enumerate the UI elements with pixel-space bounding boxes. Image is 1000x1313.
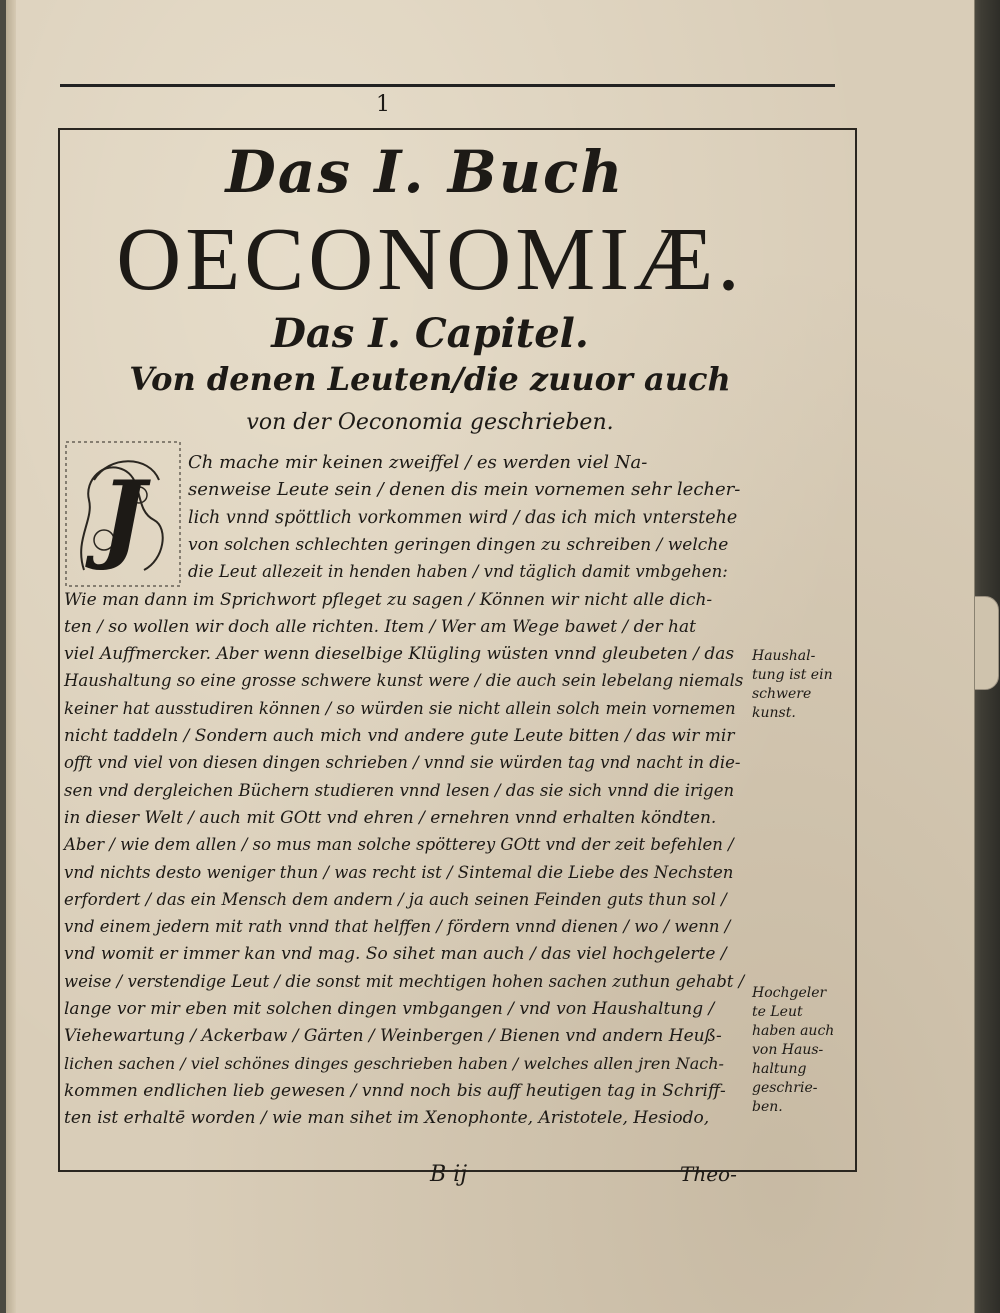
body-line: sen vnd dergleichen Büchern studieren vnnd lesen / das sie sich vnnd die irigen (64, 780, 735, 800)
drop-cap-letter: J (100, 460, 146, 573)
margin-note-line: tung ist ein (752, 667, 833, 683)
body-line: senweise Leute sein / denen dis mein vornemen sehr lecher- (188, 479, 741, 501)
body-line: offt vnd viel von diesen dingen schrieben / vnnd sie würden tag vnd nacht in die- (64, 753, 741, 773)
body-line: nicht taddeln / Sondern auch mich vnd andere gute Leute bitten / das wir mir (64, 726, 735, 746)
body-line: in dieser Welt / auch mit GOtt vnd ehren / ernehren vnnd erhalten köndten. (64, 807, 717, 828)
margin-note-line: haltung (752, 1061, 807, 1077)
body-line: ten / so wollen wir doch alle richten. Item / Wer am Wege bawet / der hat (64, 616, 696, 637)
body-line: vnd womit er immer kan vnd mag. So sihet man auch / das viel hochgelerte / (64, 944, 727, 965)
chapter-heading-line-2: von der Oeconomia geschrieben. (246, 410, 614, 435)
margin-note-line: Hochgeler (752, 985, 827, 1001)
body-line: ten ist erhaltē worden / wie man sihet im Xenophonte, Aristotele, Hesiodo, (64, 1108, 710, 1129)
signature-mark: B ij (430, 1162, 468, 1187)
margin-note-line: haben auch (752, 1023, 835, 1039)
body-line: vnd nichts desto weniger thun / was recht ist / Sintemal die Liebe des Nechsten (64, 862, 734, 882)
chapter-heading-line-1: Von denen Leuten/die zuuor auch (129, 360, 731, 398)
margin-note-line: kunst. (752, 705, 796, 721)
margin-note-line: schwere (752, 686, 812, 702)
body-line: weise / verstendige Leut / die sonst mit mechtigen hohen sachen zuthun gehabt / (64, 971, 745, 991)
body-line: die Leut allezeit in henden haben / vnd täglich damit vmbgehen: (188, 562, 728, 582)
margin-note-line: ben. (752, 1099, 783, 1115)
body-line: Viehewartung / Ackerbaw / Gärten / Weinbergen / Bienen vnd andern Heuß- (64, 1026, 722, 1047)
body-line: Wie man dann im Sprichwort pfleget zu sagen / Können wir nicht alle dich- (64, 589, 713, 610)
catchword: Theo- (680, 1162, 737, 1186)
body-line: lich vnnd spöttlich vorkommen wird / das ich mich vnterstehe (188, 507, 738, 528)
page-number: 1 (376, 92, 390, 117)
body-line: vnd einem jedern mit rath vnnd that helffen / fördern vnnd dienen / wo / wenn / (64, 917, 731, 937)
body-line: lange vor mir eben mit solchen dingen vmbgangen / vnd von Haushaltung / (64, 999, 715, 1019)
body-line: Ch mache mir keinen zweiffel / es werden viel Na- (188, 452, 648, 473)
body-line: viel Auffmercker. Aber wenn dieselbige Klügling wüsten vnnd gleubeten / das (64, 644, 735, 665)
body-line: lichen sachen / viel schönes dinges geschrieben haben / welches allen jren Nach- (64, 1053, 724, 1073)
margin-note-line: te Leut (752, 1004, 803, 1020)
margin-note-line: von Haus- (752, 1042, 824, 1058)
page-spine-shadow (6, 0, 16, 1313)
body-line: von solchen schlechten geringen dingen zu schreiben / welche (188, 534, 729, 555)
top-rule (60, 84, 835, 87)
body-line: erfordert / das ein Mensch dem andern / ja auch seinen Feinden guts thun sol / (64, 889, 727, 909)
chapter-title: Das I. Capitel. (271, 310, 589, 357)
body-line: Aber / wie dem allen / so mus man solche spötterey GOtt vnd der zeit befehlen / (64, 835, 734, 855)
ornamental-initial (64, 440, 182, 588)
body-line: keiner hat ausstudiren können / so würden sie nicht allein solch mein vornemen (64, 698, 736, 718)
body-line: kommen endlichen lieb gewesen / vnnd noch bis auff heutigen tag in Schriff- (64, 1080, 726, 1101)
main-title: OECONOMIÆ. (116, 210, 744, 309)
book-title: Das I. Buch (225, 138, 625, 206)
margin-note-line: geschrie- (752, 1080, 818, 1096)
margin-note-line: Haushal- (752, 648, 816, 664)
body-line: Haushaltung so eine grosse schwere kunst were / die auch sein lebelang niemals (64, 671, 744, 691)
